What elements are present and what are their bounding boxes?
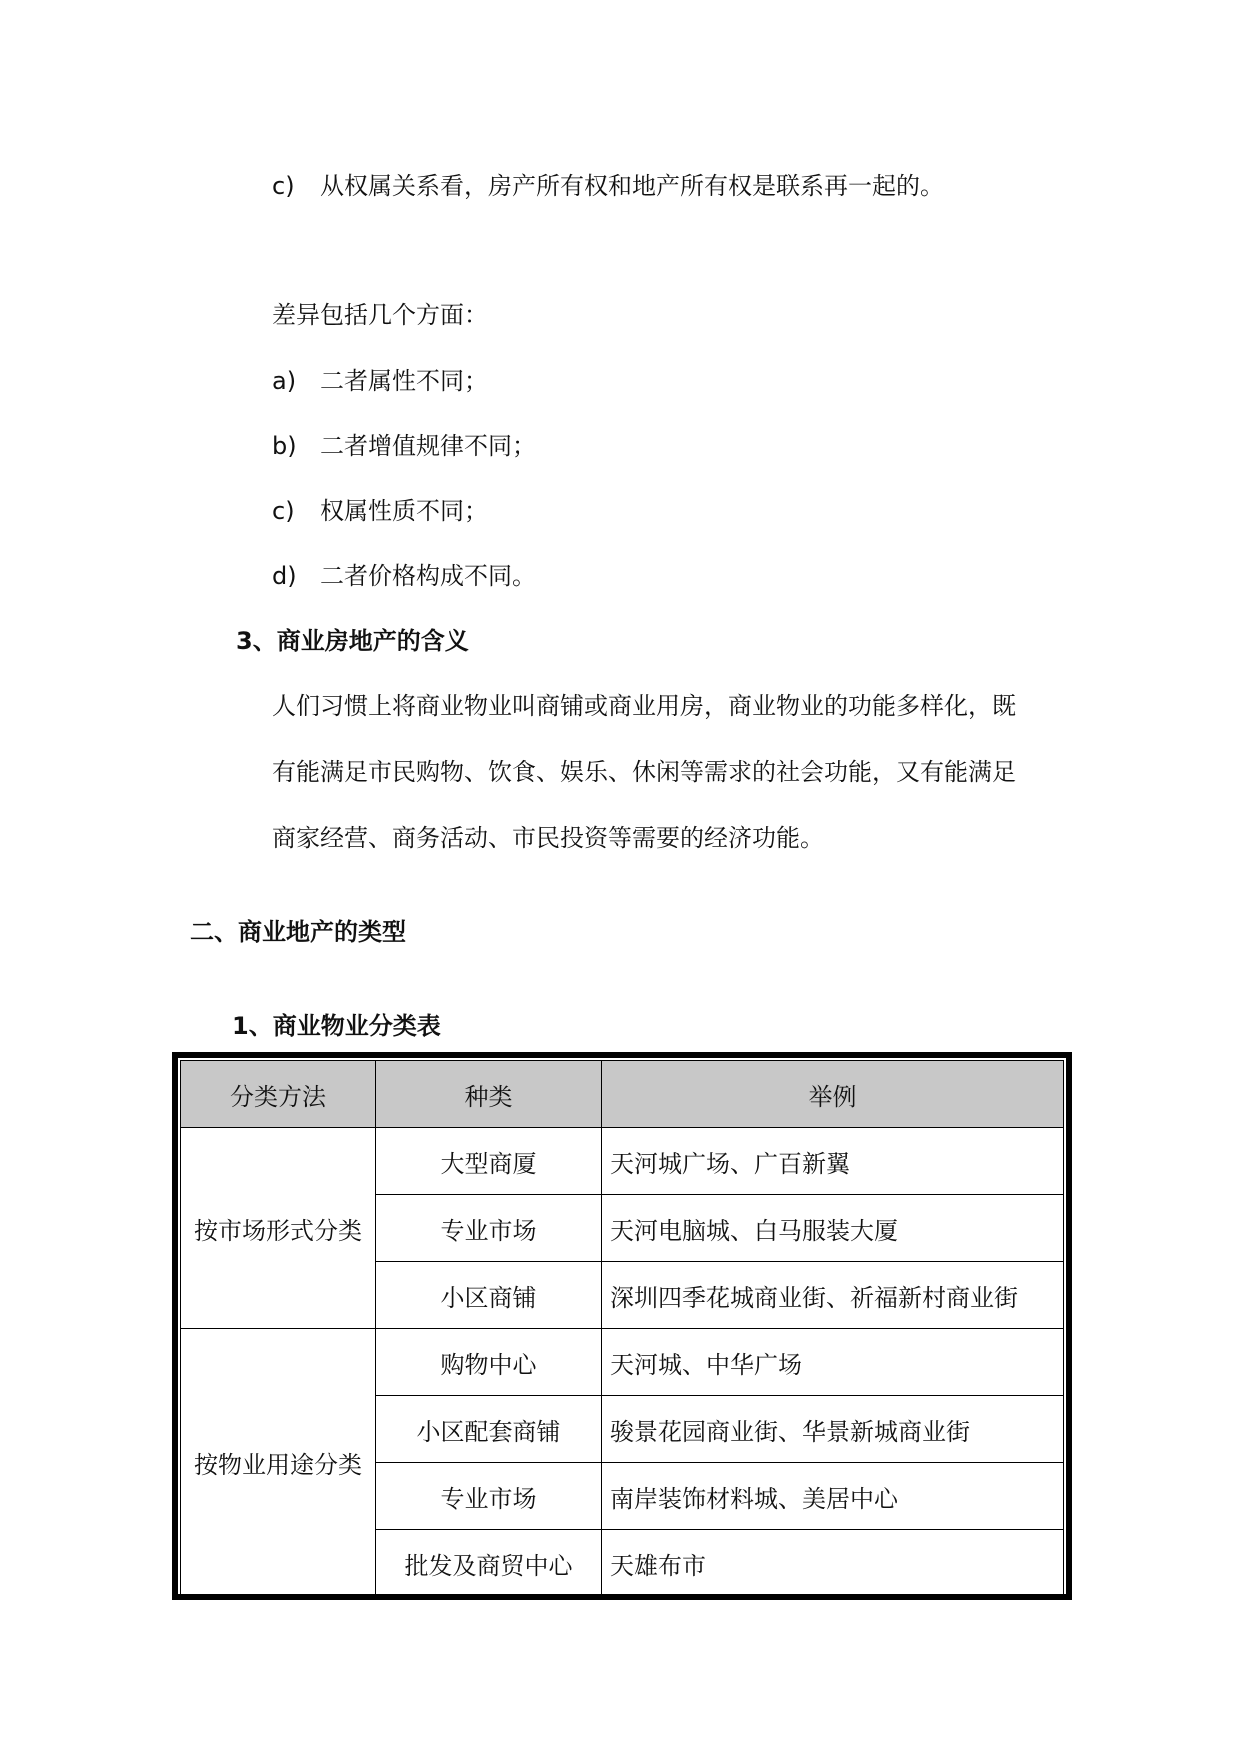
list-text: 二者增值规律不同； xyxy=(320,432,536,460)
example-cell: 天雄布市 xyxy=(602,1530,1064,1597)
list-marker: b) xyxy=(272,432,297,460)
example-cell: 天河城广场、广百新翼 xyxy=(602,1128,1064,1195)
table-title: 1、商业物业分类表 xyxy=(232,1012,441,1040)
list-item xyxy=(272,495,488,527)
example-cell: 深圳四季花城商业街、祈福新村商业街 xyxy=(602,1262,1064,1329)
list-marker: c) xyxy=(272,172,295,200)
list-item xyxy=(272,430,536,462)
type-cell: 大型商厦 xyxy=(376,1128,602,1195)
method-cell: 按市场形式分类 xyxy=(181,1128,376,1329)
paragraph-line: 商家经营、商务活动、市民投资等需要的经济功能。 xyxy=(272,824,824,852)
paragraph-intro: 差异包括几个方面： xyxy=(272,301,488,329)
chapter-heading: 二、商业地产的类型 xyxy=(190,918,406,946)
list-item xyxy=(272,560,536,592)
example-cell: 天河电脑城、白马服装大厦 xyxy=(602,1195,1064,1262)
example-cell: 骏景花园商业街、华景新城商业街 xyxy=(602,1396,1064,1463)
type-cell: 专业市场 xyxy=(376,1463,602,1530)
list-marker: d) xyxy=(272,562,297,590)
list-marker: a) xyxy=(272,367,297,395)
paragraph-line: 有能满足市民购物、饮食、娱乐、休闲等需求的社会功能，又有能满足 xyxy=(272,758,1016,786)
table-row xyxy=(181,1329,1064,1396)
type-cell: 小区商铺 xyxy=(376,1262,602,1329)
example-cell: 天河城、中华广场 xyxy=(602,1329,1064,1396)
type-cell: 批发及商贸中心 xyxy=(376,1530,602,1597)
list-text: 二者价格构成不同。 xyxy=(320,562,536,590)
type-cell: 购物中心 xyxy=(376,1329,602,1396)
table-header-row xyxy=(181,1061,1064,1128)
header-cell: 种类 xyxy=(376,1061,602,1128)
header-cell: 分类方法 xyxy=(181,1061,376,1128)
list-item xyxy=(272,365,488,397)
list-marker: c) xyxy=(272,497,295,525)
example-cell: 南岸装饰材料城、美居中心 xyxy=(602,1463,1064,1530)
section-heading: 3、商业房地产的含义 xyxy=(236,627,469,655)
list-text: 权属性质不同； xyxy=(320,497,488,525)
type-cell: 小区配套商铺 xyxy=(376,1396,602,1463)
list-text: 二者属性不同； xyxy=(320,367,488,395)
list-item xyxy=(272,170,944,202)
header-cell: 举例 xyxy=(602,1061,1064,1128)
type-cell: 专业市场 xyxy=(376,1195,602,1262)
classification-table xyxy=(172,1052,1072,1600)
paragraph-line: 人们习惯上将商业物业叫商铺或商业用房，商业物业的功能多样化，既 xyxy=(272,692,1016,720)
method-cell: 按物业用途分类 xyxy=(181,1329,376,1597)
table-row xyxy=(181,1128,1064,1195)
list-text: 从权属关系看，房产所有权和地产所有权是联系再一起的。 xyxy=(320,172,944,200)
